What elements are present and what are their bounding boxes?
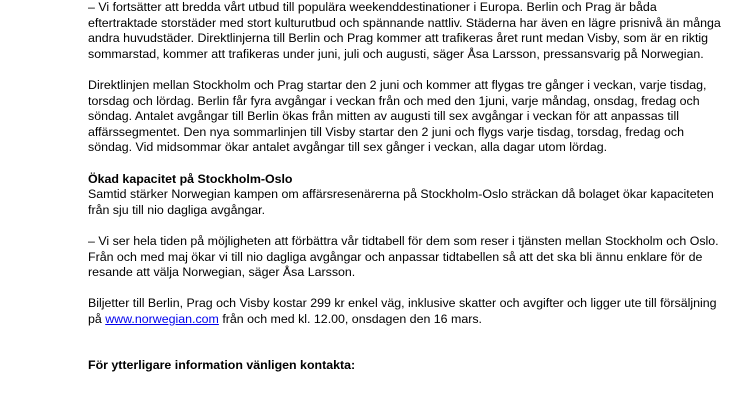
tickets-text-before-link: Biljetter till Berlin, Prag och Visby kostar 299 kr enkel väg, inklusive skatter och avgifter och ligger ute till försäljning på	[88, 296, 717, 326]
section-heading: Ökad kapacitet på Stockholm-Oslo	[88, 171, 293, 186]
tickets-paragraph	[88, 296, 728, 327]
contact-heading: För ytterligare information vänligen kontakta:	[88, 358, 356, 373]
quote-oslo-paragraph: – Vi ser hela tiden på möjligheten att förbättra vår tidtabell för dem som reser i tjänsten mellan Stockholm och Oslo. Från och med maj ökar vi till nio dagliga avgångar och anpassar tidtabellen så att det ska bli ännu enklare för de resande att välja Norwegian, säger Åsa Larsson.	[88, 233, 719, 280]
quote-intro-paragraph: – Vi fortsätter att bredda vårt utbud till populära weekenddestinationer i Europa. Berlin och Prag är båda eftertraktade storstäder med stort kulturutbud och spännande nattliv. Städerna har även en lägre prisnivå än många andra huvudstäder. Direktlinjerna till Berlin och Prag kommer att trafikeras året runt medan Visby, som är en riktig sommarstad, kommer att trafikeras under juni, juli och augusti, säger Åsa Larsson, pressansvarig på Norwegian.	[88, 0, 721, 61]
section-body-paragraph: Samtid stärker Norwegian kampen om affärsresenärerna på Stockholm-Oslo sträckan då bolaget ökar kapaciteten från sju till nio dagliga avgångar.	[88, 187, 714, 217]
press-release-body	[88, 0, 728, 374]
norwegian-website-link[interactable]: www.norwegian.com	[105, 311, 219, 326]
schedule-paragraph: Direktlinjen mellan Stockholm och Prag startar den 2 juni och kommer att flygas tre gånger i veckan, varje tisdag, torsdag och lördag. Berlin får fyra avgångar i veckan från och med den 1juni, varje måndag, onsdag, fredag och söndag. Antalet avgångar till Berlin ökas från mitten av augusti till sex avgångar i veckan för att anpassas till affärssegmentet. Den nya sommarlinjen till Visby startar den 2 juni och flygs varje tisdag, torsdag, fredag och söndag. Vid midsommar ökar antalet avgångar till sex gånger i veckan, alla dagar utom lördag.	[88, 77, 707, 155]
tickets-text-after-link: från och med kl. 12.00, onsdagen den 16 mars.	[218, 311, 482, 326]
